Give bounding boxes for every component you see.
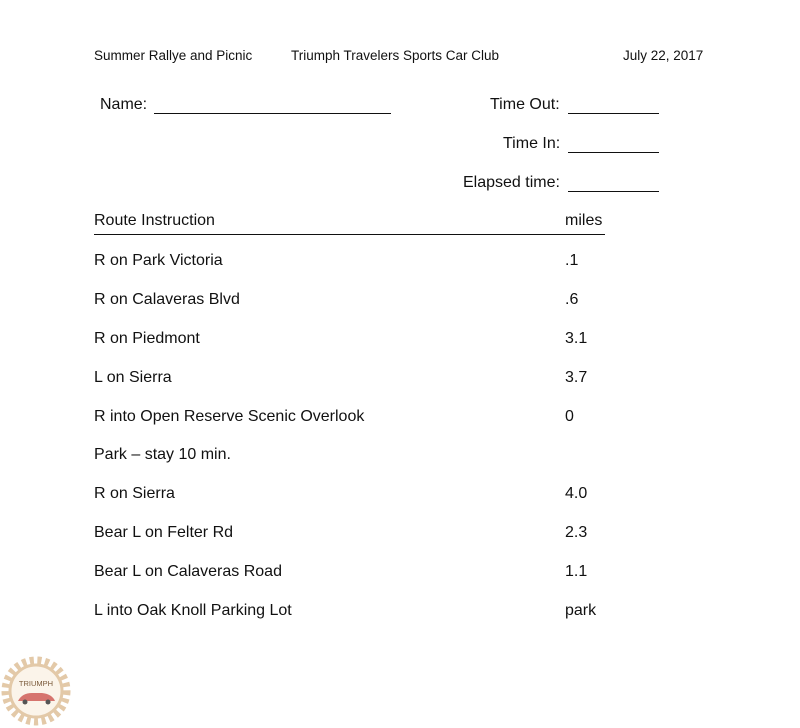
route-rows (94, 252, 654, 641)
route-instruction: Bear L on Calaveras Road (94, 563, 282, 581)
route-miles: 0 (565, 407, 574, 425)
name-line[interactable] (154, 113, 391, 114)
route-row (94, 524, 654, 563)
elapsed-line[interactable] (568, 191, 659, 192)
route-miles-header: miles (565, 212, 603, 229)
route-instruction: R on Calaveras Blvd (94, 290, 240, 308)
route-instruction: R on Park Victoria (94, 252, 223, 269)
route-miles: .6 (565, 290, 579, 308)
route-instruction: R on Sierra (94, 485, 175, 503)
logo-text: TRIUMPH (18, 679, 54, 688)
time-in-label: Time In: (503, 135, 561, 152)
header-event: Summer Rallye and Picnic (94, 48, 253, 63)
route-row (94, 252, 654, 291)
route-row (94, 291, 654, 330)
route-miles: 3.1 (565, 329, 588, 347)
header-club: Triumph Travelers Sports Car Club (291, 48, 500, 63)
route-instruction: L on Sierra (94, 368, 172, 386)
route-miles: park (565, 602, 597, 620)
time-in-line[interactable] (568, 152, 659, 153)
gear-icon (6, 661, 66, 721)
name-label: Name: (100, 96, 148, 113)
route-row (94, 485, 654, 524)
route-instruction: Park – stay 10 min. (94, 446, 231, 464)
route-instruction: R on Piedmont (94, 329, 200, 347)
route-instruction: L into Oak Knoll Parking Lot (94, 602, 292, 620)
elapsed-label: Elapsed time: (463, 174, 560, 191)
header-date: July 22, 2017 (623, 48, 704, 63)
route-header (94, 212, 605, 235)
route-miles: 2.3 (565, 524, 588, 542)
time-out-line[interactable] (568, 113, 659, 114)
route-row (94, 602, 654, 641)
route-row (94, 563, 654, 602)
route-instruction: R into Open Reserve Scenic Overlook (94, 407, 365, 425)
route-miles: 1.1 (565, 563, 588, 581)
route-instruction-header: Route Instruction (94, 212, 215, 229)
route-row (94, 330, 654, 369)
route-miles: 3.7 (565, 368, 588, 386)
route-row (94, 446, 654, 485)
route-row (94, 408, 654, 447)
triumph-gear-logo (0, 655, 72, 727)
route-miles: 4.0 (565, 485, 588, 503)
route-row (94, 369, 654, 408)
route-miles: .1 (565, 252, 579, 269)
time-out-label: Time Out: (490, 96, 560, 113)
route-instruction: Bear L on Felter Rd (94, 524, 234, 542)
